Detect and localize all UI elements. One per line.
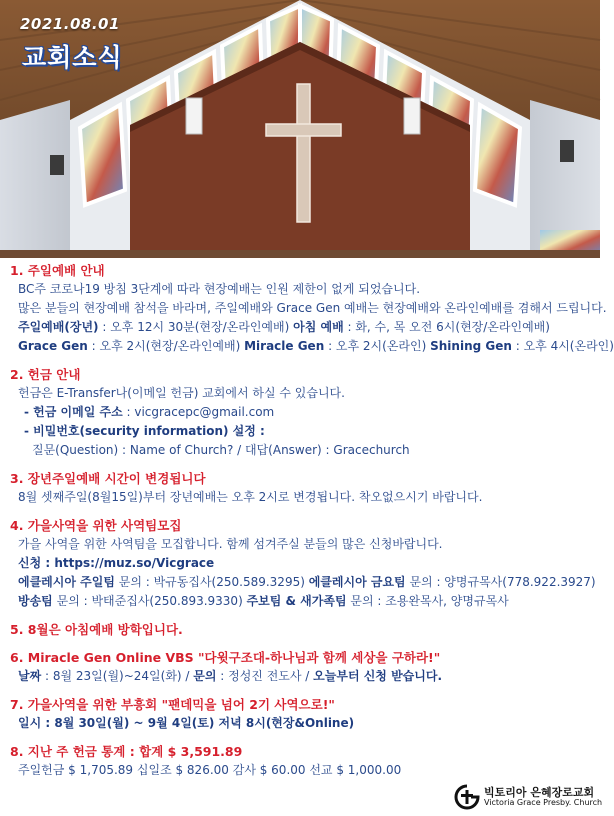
- bold-text: - 비밀번호(security information) 설정 :: [24, 424, 265, 438]
- body-text: 문의 : 박규동집사(250.589.3295): [114, 575, 309, 589]
- section-heading: 6. Miracle Gen Online VBS "다윗구조대-하나님과 함께 세상을 구하라!": [10, 650, 441, 665]
- section-line: [10, 299, 607, 318]
- body-text: : 8월 23일(월)~24일(화) /: [41, 669, 194, 683]
- body-text: 문의 : 박태준집사(250.893.9330): [52, 594, 247, 608]
- church-interior-photo: [0, 0, 600, 258]
- section-line: [10, 667, 595, 686]
- news-section-6: [10, 649, 595, 686]
- section-heading: 2. 헌금 안내: [10, 367, 81, 382]
- news-section-2: [10, 366, 595, 460]
- bold-text: Miracle Gen: [244, 339, 325, 353]
- body-text: : 정성진 전도사 /: [216, 669, 314, 683]
- section-heading: 5. 8월은 아침예배 방학입니다.: [10, 622, 183, 637]
- church-logo-mark-icon: [454, 784, 480, 810]
- body-text: 주일헌금 $ 1,705.89 십일조 $ 826.00 감사 $ 60.00 선교 $ 1,000.00: [18, 763, 402, 777]
- section-line: [10, 554, 595, 573]
- bold-text: 신청 : https://muz.so/Vicgrace: [18, 556, 215, 570]
- body-text: 많은 분들의 현장예배 참석을 바라며, 주일예배와 Grace Gen 예배는 현장예배와 온라인예배를 겸해서 드립니다.: [18, 301, 607, 315]
- section-line: [10, 488, 595, 507]
- section-line: [10, 384, 595, 403]
- body-text: 헌금은 E-Transfer나(이메일 헌금) 교회에서 하실 수 있습니다.: [18, 386, 345, 400]
- section-heading: 4. 가을사역을 위한 사역팀모집: [10, 518, 182, 533]
- church-logo: [454, 783, 603, 811]
- news-section-5: [10, 621, 595, 639]
- bold-text: 아침 예배: [293, 320, 344, 334]
- bulletin-title: 교회소식: [22, 43, 123, 72]
- body-text: : vicgracepc@gmail.com: [122, 405, 275, 419]
- bold-text: - 헌금 이메일 주소: [24, 405, 123, 419]
- section-heading: 8. 지난 주 헌금 통계 : 합계 $ 3,591.89: [10, 744, 243, 759]
- bold-text: Shining Gen: [430, 339, 512, 353]
- bold-text: 에클레시아 금요팀: [308, 575, 406, 589]
- section-line: [10, 592, 595, 611]
- section-line: [10, 280, 595, 299]
- section-heading: 3. 장년주일예배 시간이 변경됩니다: [10, 471, 206, 486]
- bold-text: 문의: [193, 669, 217, 683]
- section-line: [10, 573, 595, 592]
- church-name-english: Victoria Grace Presby. Church: [484, 798, 603, 807]
- section-line: [10, 441, 595, 460]
- section-heading: 7. 가을사역을 위한 부흥회 "팬데믹을 넘어 2기 사역으로!": [10, 697, 335, 712]
- section-line: [10, 422, 595, 441]
- section-line: [10, 535, 595, 554]
- bold-text: 주일예배(장년): [18, 320, 99, 334]
- church-name-korean: 빅토리아 은혜장로교회: [484, 786, 595, 799]
- body-text: 가을 사역을 위한 사역팀을 모집합니다. 함께 섬겨주실 분들의 많은 신청바랍니다.: [18, 537, 443, 551]
- news-section-3: [10, 470, 595, 507]
- section-line: [10, 337, 614, 356]
- bold-text: 일시 : 8월 30일(월) ~ 9월 4일(토) 저녁 8시(현장&Online): [18, 716, 355, 730]
- bold-text: Grace Gen: [18, 339, 88, 353]
- body-text: : 화, 수, 목 오전 6시(현장/온라인예배): [343, 320, 550, 334]
- body-text: 문의 : 조용완목사, 양명규목사: [346, 594, 509, 608]
- news-section-4: [10, 517, 595, 611]
- news-section-7: [10, 696, 595, 733]
- bold-text: 방송팀: [18, 594, 53, 608]
- bold-text: 주보팀 & 새가족팀: [246, 594, 347, 608]
- bold-text: 날짜: [18, 669, 42, 683]
- section-line: [10, 714, 595, 733]
- body-text: : 오후 12시 30분(현장/온라인예배): [98, 320, 294, 334]
- section-line: [10, 403, 595, 422]
- body-text: : 오후 4시(온라인): [511, 339, 614, 353]
- news-section-1: [10, 262, 614, 356]
- bulletin-date: 2021.08.01: [20, 15, 120, 33]
- bold-text: 에클레시아 주일팀: [18, 575, 115, 589]
- body-text: 문의 : 양명규목사(778.922.3927): [405, 575, 596, 589]
- body-text: 질문(Question) : Name of Church? / 대답(Answer) : Gracechurch: [32, 443, 410, 457]
- section-line: [10, 318, 595, 337]
- section-line: [10, 761, 595, 780]
- news-section-8: [10, 743, 595, 780]
- body-text: : 오후 2시(온라인): [324, 339, 431, 353]
- section-heading: 1. 주일예배 안내: [10, 263, 105, 278]
- body-text: BC주 코로나19 방침 3단계에 따라 현장예배는 인원 제한이 없게 되었습니다.: [18, 282, 421, 296]
- body-text: : 오후 2시(현장/온라인예배): [87, 339, 245, 353]
- bold-text: 오늘부터 신청 받습니다.: [313, 669, 443, 683]
- body-text: 8월 셋째주일(8월15일)부터 장년예배는 오후 2시로 변경됩니다. 착오없으시기 바랍니다.: [18, 490, 483, 504]
- news-list: [10, 262, 614, 790]
